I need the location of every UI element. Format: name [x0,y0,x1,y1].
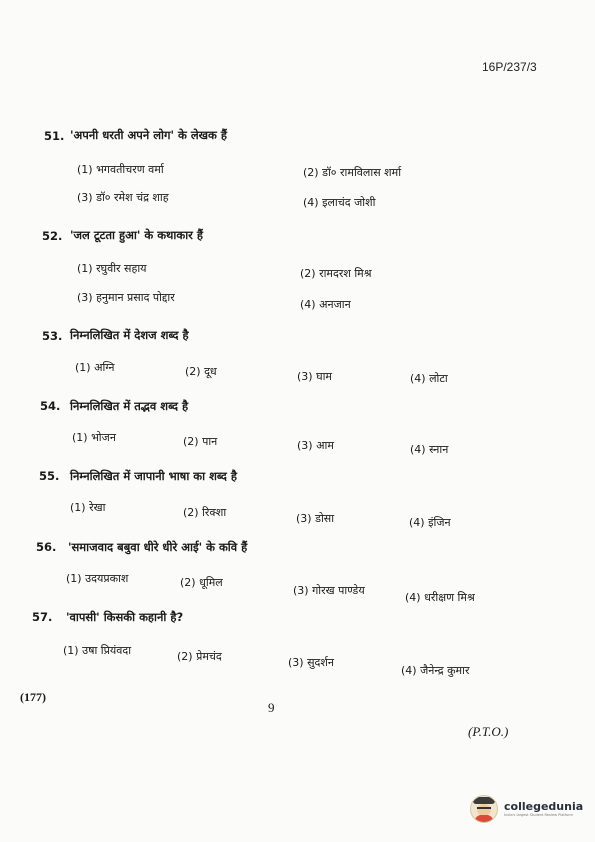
question-number: 51. [44,129,65,143]
option: (3) डॉ० रमेश चंद्र शाह [77,191,169,204]
question-text: 'समाजवाद बबुवा धीरे धीरे आई' के कवि हैं [68,540,248,554]
option: (2) डॉ० रामविलास शर्मा [303,166,402,179]
option: (3) घाम [297,370,333,383]
collegedunia-watermark [470,795,583,823]
option: (3) सुदर्शन [288,656,334,669]
option: (1) भोजन [72,431,116,444]
question-text: 'जल टूटता हुआ' के कथाकार हैं [70,228,203,242]
option: (3) हनुमान प्रसाद पोद्दार [77,291,175,304]
option: (1) अग्नि [75,361,115,374]
option: (4) अनजान [300,298,351,311]
option: (1) रघुवीर सहाय [77,262,147,275]
option: (2) दूध [185,365,217,378]
question-number: 54. [40,399,61,413]
question-text: निम्नलिखित में देशज शब्द है [70,328,189,342]
option: (2) प्रेमचंद [177,650,222,663]
option: (4) लोटा [410,372,448,385]
option: (2) रामदरश मिश्र [300,267,372,280]
page-number: 9 [268,700,275,715]
question-text: 'अपनी धरती अपने लोग' के लेखक हैं [70,128,227,142]
option: (1) उषा प्रियंवदा [63,644,132,657]
question-number: 52. [42,229,63,243]
pto-note: (P.T.O.) [468,724,509,739]
option: (4) इलाचंद जोशी [303,196,376,209]
option: (2) धूमिल [180,576,223,589]
question-text: निम्नलिखित में जापानी भाषा का शब्द है [70,469,237,483]
question-number: 56. [36,540,57,554]
option: (2) रिक्शा [183,506,227,519]
option: (1) भगवतीचरण वर्मा [77,163,164,176]
option: (2) पान [183,435,218,448]
paper-code: 16P/237/3 [482,60,537,74]
option: (3) गोरख पाण्डेय [293,584,365,597]
question-text: 'वापसी' किसकी कहानी है? [66,610,184,624]
option: (1) रेखा [70,501,106,514]
option: (3) आम [297,439,334,452]
watermark-name: collegedunia [504,799,584,813]
booklet-number: (177) [20,690,46,704]
question-number: 55. [39,469,60,483]
question-number: 57. [32,610,53,624]
option: (4) धरीक्षण मिश्र [405,591,475,604]
option: (4) इंजिन [409,516,451,529]
option: (4) जैनेन्द्र कुमार [401,664,470,677]
question-text: निम्नलिखित में तद्भव शब्द है [70,399,189,413]
mascot-logo-icon [470,795,498,823]
option: (4) स्नान [410,443,449,456]
option: (3) डोसा [296,512,335,525]
option: (1) उदयप्रकाश [66,572,129,585]
watermark-tagline: India's largest Student Review Platform [504,812,573,817]
question-number: 53. [42,329,63,343]
